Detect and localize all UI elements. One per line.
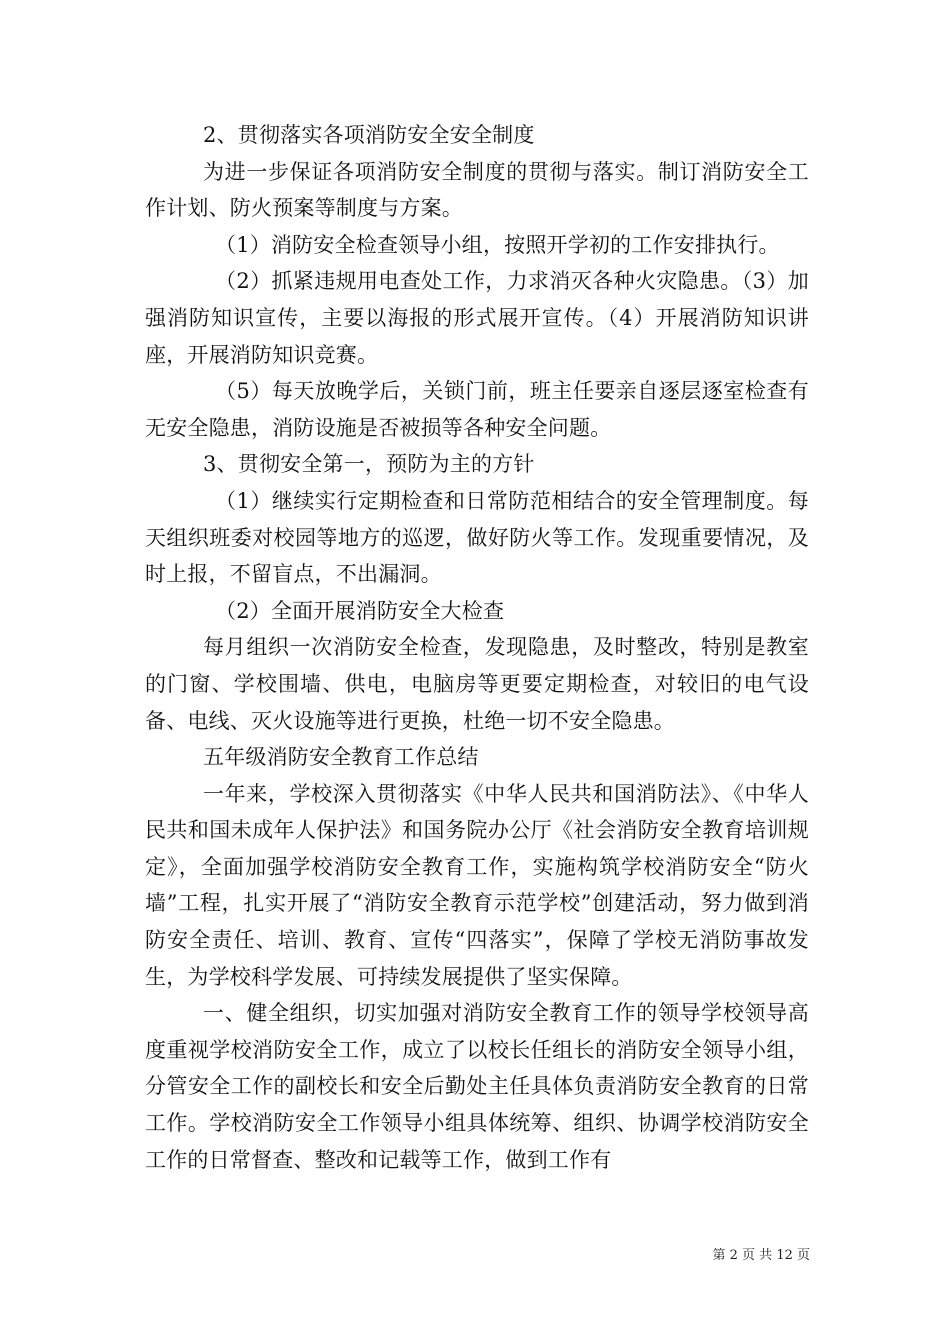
document-title: 五年级消防安全教育工作总结 [203, 745, 479, 770]
section-heading-2: 2、贯彻落实各项消防安全安全制度 [203, 123, 535, 147]
list-item: （2）抓紧违规用电查处工作，力求消灭各种火灾隐患。（3）加强消防知识宣传，主要以海报的形式展开宣传。（4）开展消防知识讲座，开展消防知识竞赛。 [145, 269, 809, 367]
list-item: （1）消防安全检查领导小组，按照开学初的工作安排执行。 [215, 232, 780, 257]
list-item: （1）继续实行定期检查和日常防范相结合的安全管理制度。每天组织班委对校园等地方的巡逻，做好防火等工作。发现重要情况，及时上报，不留盲点，不出漏洞。 [145, 488, 809, 587]
paragraph: 一、健全组织，切实加强对消防安全教育工作的领导学校领导高度重视学校消防安全工作，成立了以校长任组长的消防安全领导小组，分管安全工作的副校长和安全后勤处主任具体负责消防安全教育的日常工作。学校消防安全工作领导小组具体统筹、组织、协调学校消防安全工作的日常督查、整改和记载等工作，做到工作有 [145, 1001, 809, 1172]
document-body [145, 117, 809, 1178]
list-item: （2）全面开展消防安全大检查 [215, 598, 505, 623]
paragraph: 一年来，学校深入贯彻落实《中华人民共和国消防法》、《中华人民共和国未成年人保护法》和国务院办公厅《社会消防安全教育培训规定》，全面加强学校消防安全教育工作，实施构筑学校消防安全“防火墙”工程，扎实开展了“消防安全教育示范学校”创建活动，努力做到消防安全责任、培训、教育、宣传“四落实”，保障了学校无消防事故发生，为学校科学发展、可持续发展提供了坚实保障。 [145, 781, 809, 989]
paragraph: 每月组织一次消防安全检查，发现隐患，及时整改，特别是教室的门窗、学校围墙、供电，电脑房等更要定期检查，对较旧的电气设备、电线、灭火设施等进行更换，杜绝一切不安全隐患。 [145, 635, 809, 733]
paragraph: 为进一步保证各项消防安全制度的贯彻与落实。制订消防安全工作计划、防火预案等制度与方案。 [145, 159, 809, 221]
page-number: 第 2 页 共 12 页 [712, 1248, 810, 1263]
section-heading-3: 3、贯彻安全第一，预防为主的方针 [203, 452, 535, 477]
list-item: （5）每天放晚学后，关锁门前，班主任要亲自逐层逐室检查有无安全隐患，消防设施是否被损等各种安全问题。 [145, 379, 809, 440]
